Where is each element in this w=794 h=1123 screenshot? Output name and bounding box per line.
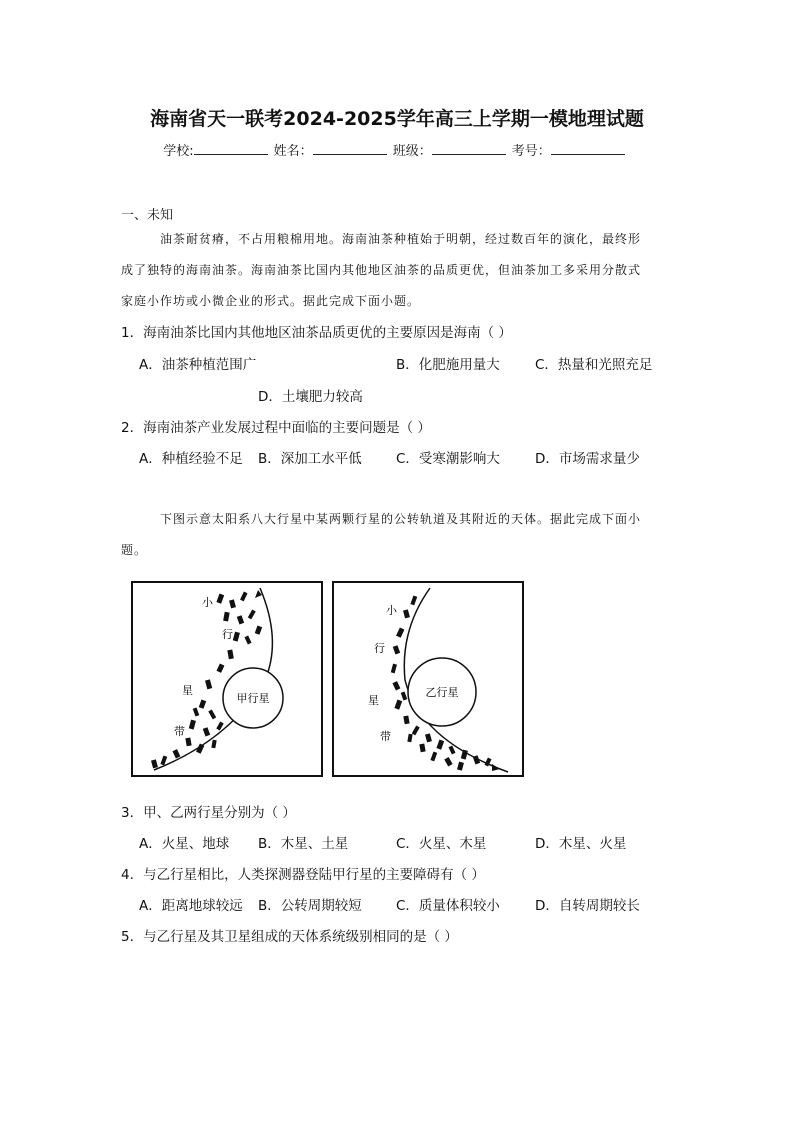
class-label: 班级： bbox=[392, 144, 432, 159]
q3-option-a[interactable]: A．火星、地球 bbox=[139, 836, 230, 852]
class-blank[interactable] bbox=[432, 142, 506, 155]
q4-option-d[interactable]: D．自转周期较长 bbox=[535, 898, 640, 914]
q1-option-c[interactable]: C．热量和光照充足 bbox=[535, 357, 653, 373]
name-label: 姓名： bbox=[273, 144, 313, 159]
belt-char: 小 bbox=[386, 604, 397, 617]
name-blank[interactable] bbox=[313, 142, 387, 155]
belt-char: 带 bbox=[380, 730, 391, 743]
passage1-line: 成了独特的海南油茶。海南油茶比国内其他地区油茶的品质更优，但油茶加工多采用分散式 bbox=[121, 263, 642, 277]
q4-option-c[interactable]: C．质量体积较小 bbox=[396, 898, 500, 914]
passage2-line: 题。 bbox=[121, 543, 148, 557]
question-4-stem: 4．与乙行星相比，人类探测器登陆甲行星的主要障碍有（ ） bbox=[121, 867, 485, 883]
school-label: 学校: bbox=[163, 144, 194, 159]
belt-char: 星 bbox=[368, 694, 379, 707]
passage2-line: 下图示意太阳系八大行星中某两颗行星的公转轨道及其附近的天体。据此完成下面小 bbox=[160, 512, 642, 526]
question-2-stem: 2．海南油茶产业发展过程中面临的主要问题是（ ） bbox=[121, 420, 431, 436]
belt-char: 行 bbox=[222, 628, 233, 641]
q4-option-a[interactable]: A．距离地球较远 bbox=[139, 898, 243, 914]
planet-orbit-figure bbox=[130, 580, 525, 778]
question-1-stem: 1．海南油茶比国内其他地区油茶品质更优的主要原因是海南（ ） bbox=[121, 325, 512, 341]
belt-char: 带 bbox=[174, 725, 185, 738]
right-panel bbox=[333, 582, 523, 776]
question-3-stem: 3．甲、乙两行星分别为（ ） bbox=[121, 805, 296, 821]
q3-option-b[interactable]: B．木星、土星 bbox=[258, 836, 349, 852]
q2-option-c[interactable]: C．受寒潮影响大 bbox=[396, 451, 500, 467]
q2-option-d[interactable]: D．市场需求量少 bbox=[535, 451, 640, 467]
left-panel bbox=[132, 582, 322, 776]
student-info-line bbox=[0, 140, 794, 159]
q1-option-d[interactable]: D．土壤肥力较高 bbox=[258, 389, 363, 405]
q1-option-a[interactable]: A．油茶种植范围广 bbox=[139, 357, 257, 373]
number-label: 考号： bbox=[511, 144, 551, 159]
belt-char: 星 bbox=[182, 684, 193, 697]
q2-option-a[interactable]: A．种植经验不足 bbox=[139, 451, 243, 467]
school-blank[interactable] bbox=[194, 142, 268, 155]
question-5-stem: 5．与乙行星及其卫星组成的天体系统级别相同的是（ ） bbox=[121, 929, 458, 945]
planet-yi-label: 乙行星 bbox=[425, 686, 459, 699]
q1-option-b[interactable]: B．化肥施用量大 bbox=[396, 357, 500, 373]
number-blank[interactable] bbox=[551, 142, 625, 155]
q2-option-b[interactable]: B．深加工水平低 bbox=[258, 451, 362, 467]
page-title: 海南省天一联考2024-2025学年高三上学期一模地理试题 bbox=[150, 108, 644, 130]
planet-jia-label: 甲行星 bbox=[236, 692, 270, 705]
q3-option-d[interactable]: D．木星、火星 bbox=[535, 836, 627, 852]
belt-char: 小 bbox=[202, 596, 213, 609]
q3-option-c[interactable]: C．火星、木星 bbox=[396, 836, 487, 852]
belt-char: 行 bbox=[374, 642, 385, 655]
passage1-line: 家庭小作坊或小微企业的形式。据此完成下面小题。 bbox=[121, 294, 421, 308]
section-heading: 一、未知 bbox=[121, 208, 174, 223]
passage1-line: 油茶耐贫瘠，不占用粮棉用地。海南油茶种植始于明朝，经过数百年的演化，最终形 bbox=[160, 232, 642, 246]
q4-option-b[interactable]: B．公转周期较短 bbox=[258, 898, 362, 914]
